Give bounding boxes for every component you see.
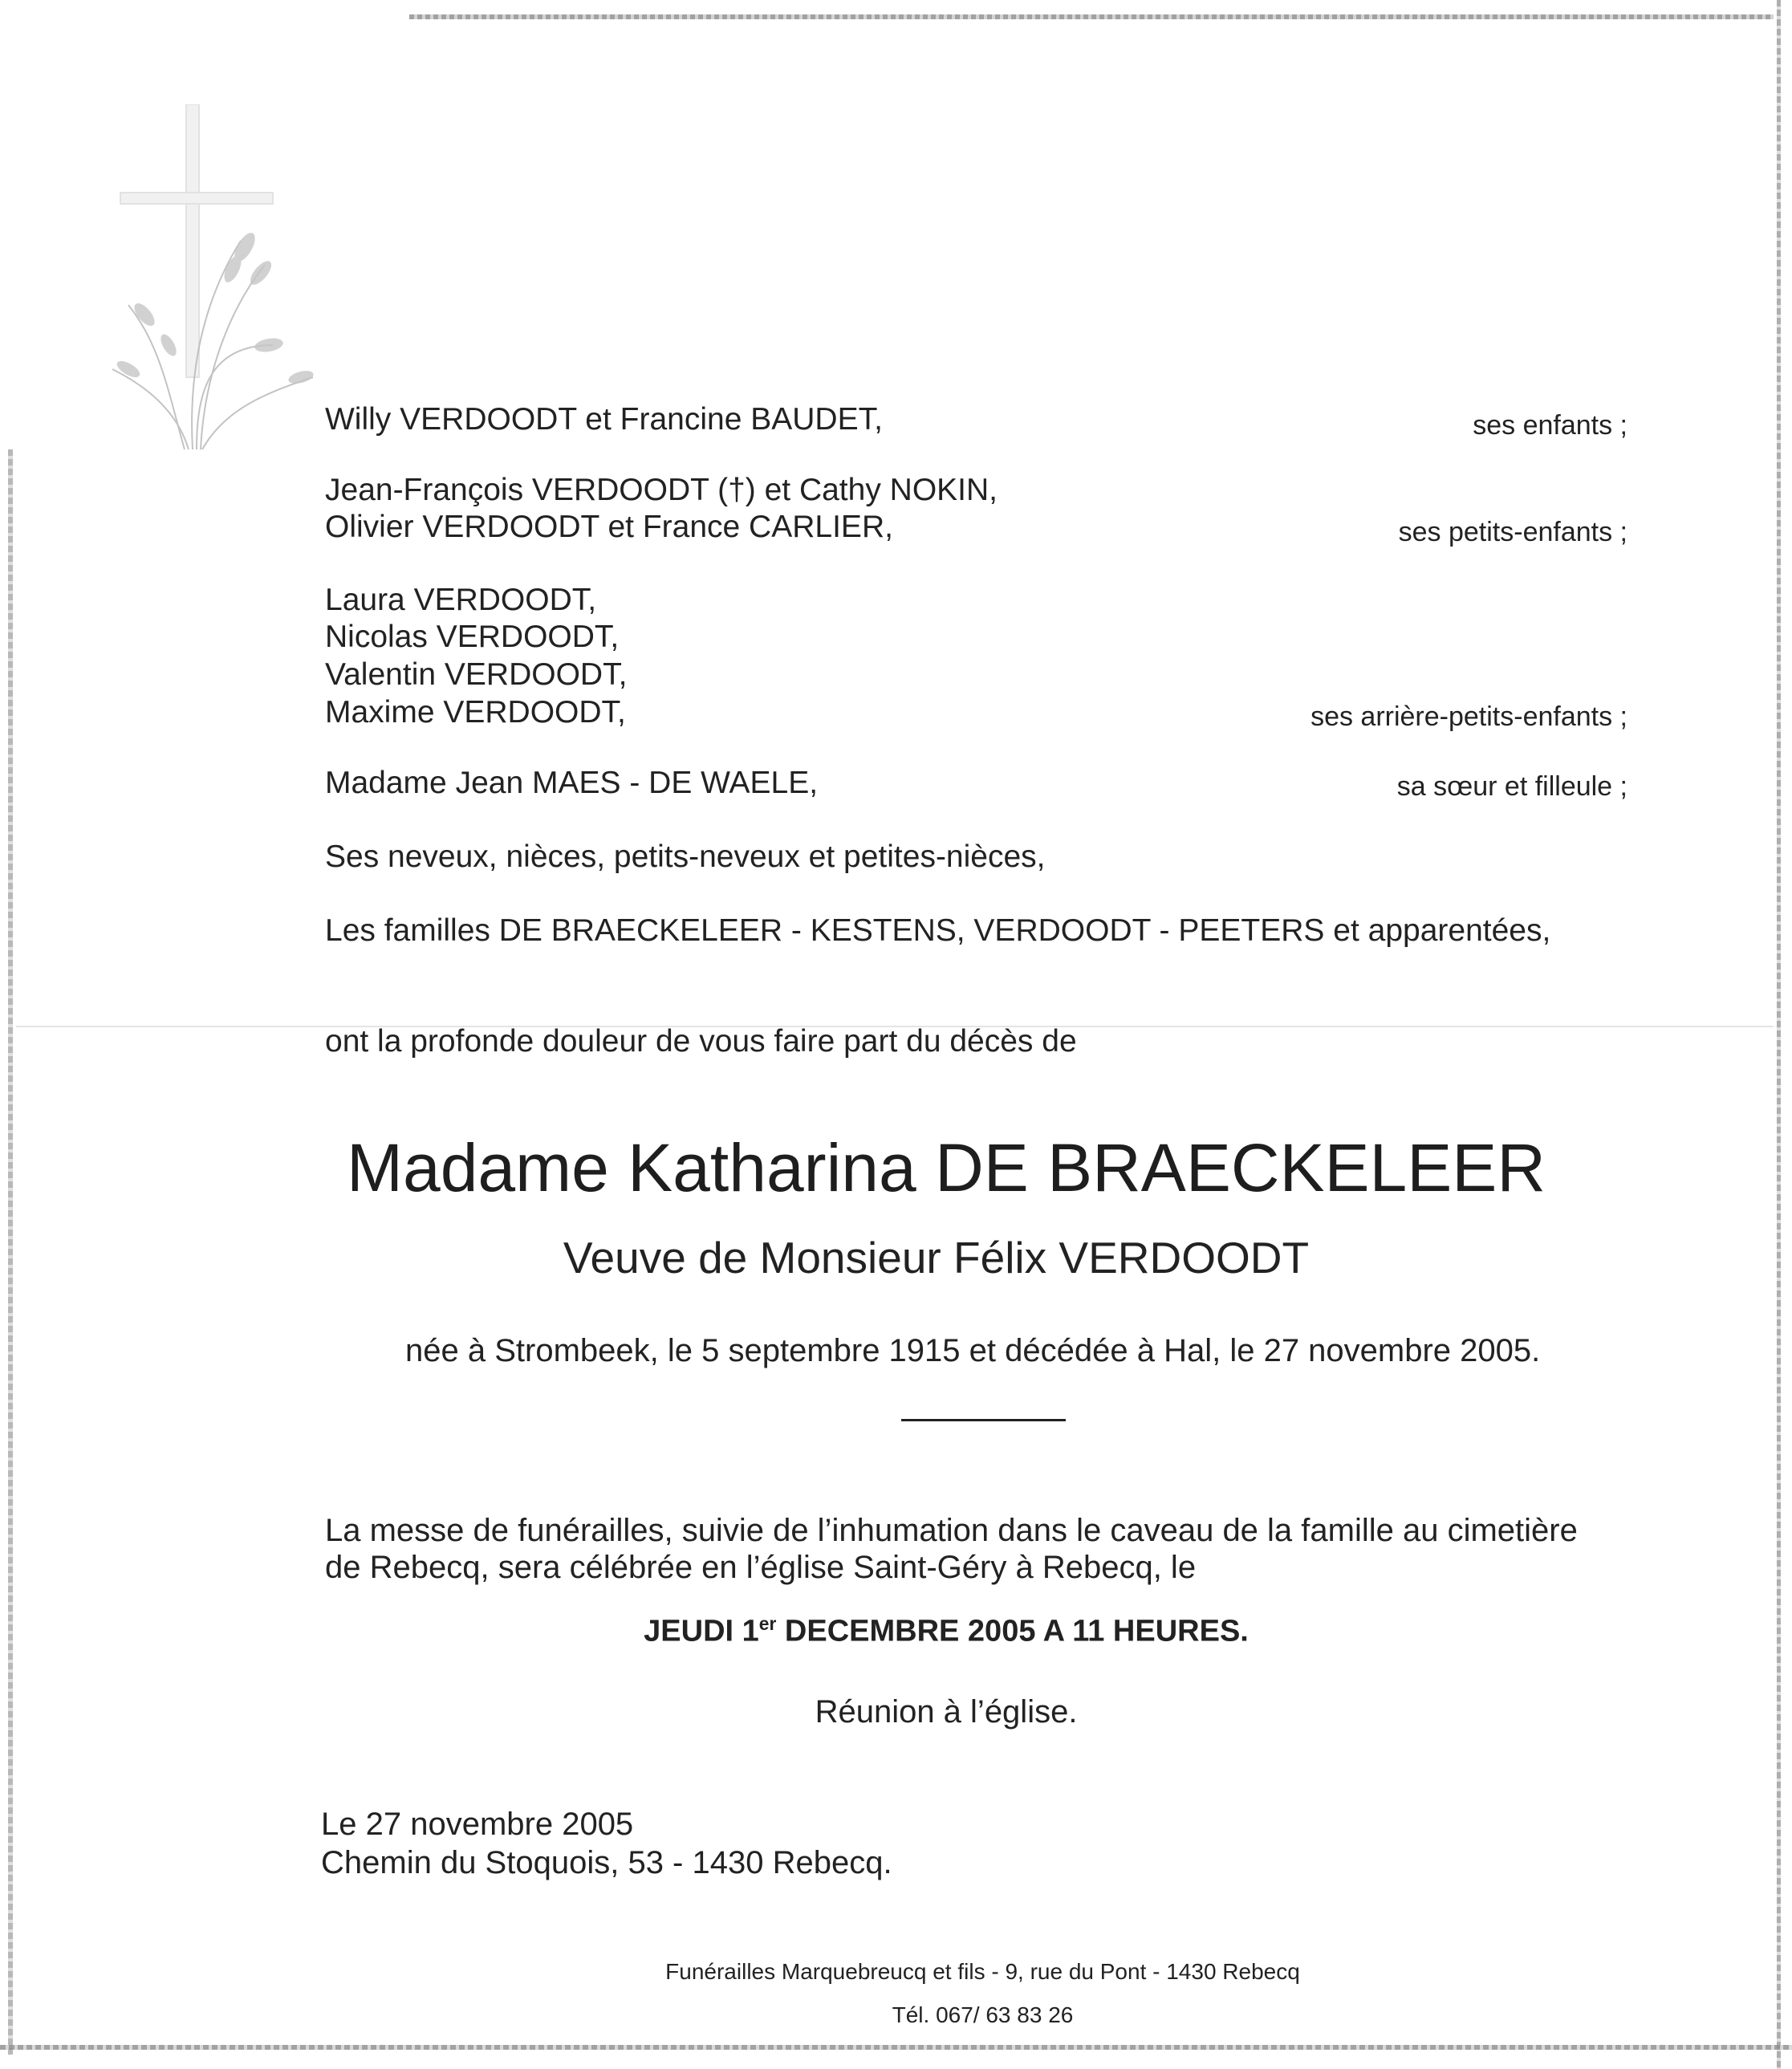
service-line-2: de Rebecq, sera célébrée en l’église Saint-Géry à Rebecq, le [325,1550,1197,1585]
children-names: Willy VERDOODT et Francine BAUDET, [325,402,883,437]
scan-border-right [1777,0,1781,2069]
families-line: Les familles DE BRAECKELEER - KESTENS, VERDOODT - PEETERS et apparentées, [325,913,1551,948]
grandchild-name-1: Jean-François VERDOODT (†) et Cathy NOKIN, [325,473,998,507]
children-relation: ses enfants ; [1473,410,1627,441]
service-line-1: La messe de funérailles, suivie de l’inhumation dans le caveau de la famille au cimetière [325,1513,1578,1548]
closing-address: Chemin du Stoquois, 53 - 1430 Rebecq. [321,1845,892,1880]
great-grandchild-name-2: Nicolas VERDOODT, [325,620,620,654]
undertaker-line: Funérailles Marquebreucq et fils - 9, rue du Pont - 1430 Rebecq [665,1959,1300,1984]
closing-date: Le 27 novembre 2005 [321,1807,634,1842]
service-date-ordinal: er [758,1613,777,1634]
great-grandchildren-relation: ses arrière-petits-enfants ; [1310,701,1627,732]
sister-name: Madame Jean MAES - DE WAELE, [325,766,819,800]
sister-relation: sa sœur et filleule ; [1396,771,1627,802]
cross-with-wheat-icon [112,104,321,457]
grandchild-name-2: Olivier VERDOODT et France CARLIER, [325,510,893,544]
divider-rule [901,1419,1066,1421]
scan-border-bottom [0,2045,1792,2050]
service-date-day: JEUDI 1 [644,1614,759,1648]
great-grandchild-name-3: Valentin VERDOODT, [325,657,628,692]
scan-border-top [409,14,1774,19]
nephews-line: Ses neveux, nièces, petits-neveux et petites-nièces, [325,839,1046,874]
phone-line: Tél. 067/ 63 83 26 [892,2002,1074,2027]
announcement-line: ont la profonde douleur de vous faire part du décès de [325,1024,1077,1059]
meeting-line: Réunion à l’église. [815,1694,1078,1730]
service-date [0,1605,1792,1650]
great-grandchild-name-1: Laura VERDOODT, [325,583,597,617]
service-date-rest: DECEMBRE 2005 A 11 HEURES. [776,1614,1249,1648]
birth-death-line: née à Strombeek, le 5 septembre 1915 et décédée à Hal, le 27 novembre 2005. [405,1333,1541,1368]
grandchildren-relation: ses petits-enfants ; [1398,517,1627,547]
deceased-name: Madame Katharina DE BRAECKELEER [347,1130,1546,1205]
widow-of-line: Veuve de Monsieur Félix VERDOODT [563,1233,1310,1282]
great-grandchild-name-4: Maxime VERDOODT, [325,695,626,730]
